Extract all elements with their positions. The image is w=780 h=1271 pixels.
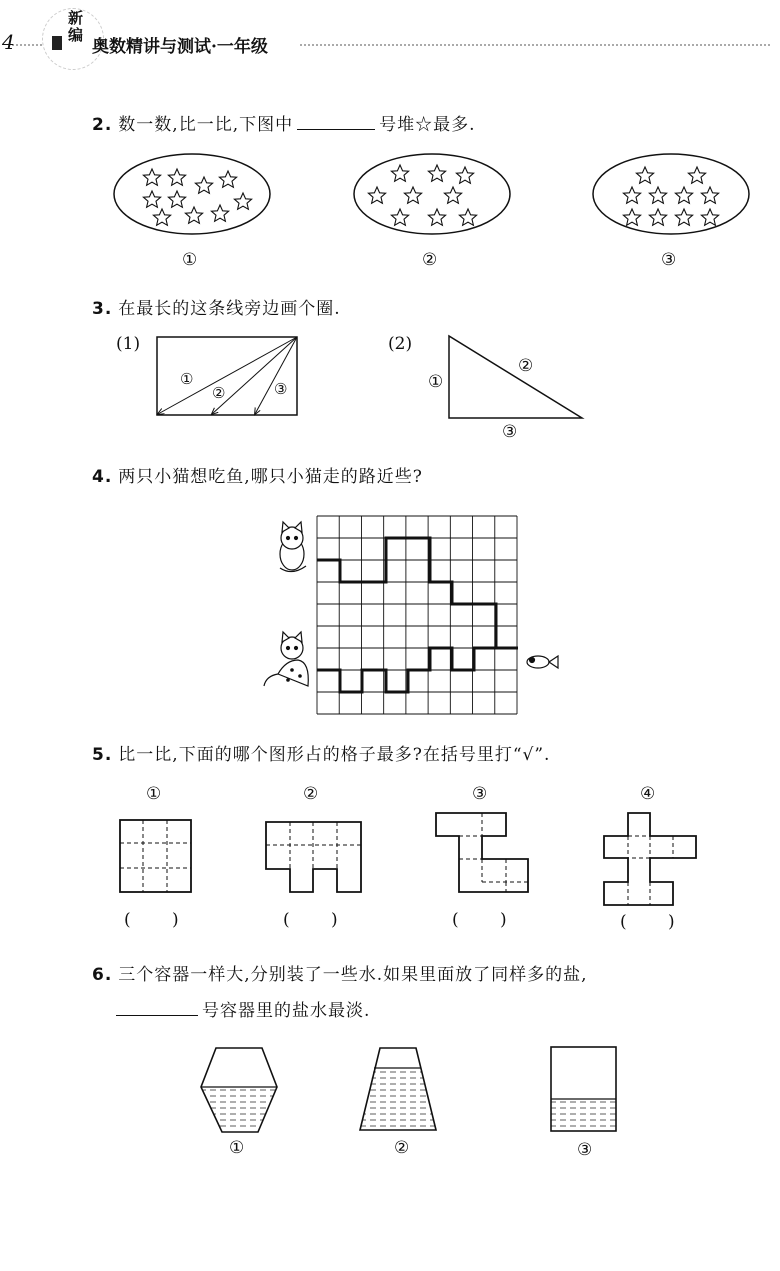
question-4 [92,462,423,487]
star-icon [153,209,170,225]
question-2 [92,110,476,135]
pile-1-label: ① [182,250,198,270]
star-icon [701,187,718,203]
fish-icon [527,656,558,668]
star-icon [688,167,705,183]
container-1-label: ① [229,1138,245,1158]
pile-2-stars [368,165,476,225]
cat-icon [280,522,306,572]
star-icon [168,169,185,185]
star-icon [185,207,202,223]
star-icon [649,187,666,203]
star-icon [675,187,692,203]
star-icon [649,209,666,225]
star-icon [143,191,160,207]
question-text: 数一数,比一比,下图中 [118,115,294,135]
question-6-line2 [112,996,370,1021]
side-1-label: ① [428,372,444,392]
container-3-label: ③ [577,1140,593,1160]
star-icon [219,171,236,187]
cat-1-path [317,538,518,648]
shape-4-label: ④ [640,784,656,804]
question-text-after: 号堆☆最多. [379,115,476,135]
containers [0,1045,780,1155]
part-2-label: (2) [388,334,413,354]
book-title: 奥数精讲与测试·一年级 [92,37,268,57]
star-icon [368,187,385,203]
answer-blank[interactable] [116,1001,198,1016]
pile-1-stars [143,169,251,225]
series-name: 新编 [68,9,84,44]
question-text-line1: 三个容器一样大,分别装了一些水.如果里面放了同样多的盐, [118,965,588,985]
star-icon [391,165,408,181]
question-number: 2. [92,115,113,135]
header-bar [52,36,62,50]
cat-grid [262,510,582,720]
question-text: 在最长的这条线旁边画个圈. [118,299,341,319]
question-text: 比一比,下面的哪个图形占的格子最多?在括号里打“√”. [118,745,551,765]
header-rule [300,44,770,46]
triangle [449,336,582,418]
star-icon [459,209,476,225]
header-rule-left [12,44,42,46]
answer-blank[interactable] [297,115,375,130]
shape-3-label: ③ [472,784,488,804]
star-icon [404,187,421,203]
star-icon [428,165,445,181]
question-number: 3. [92,299,113,319]
question-text-line2: 号容器里的盐水最淡. [202,1001,371,1021]
pile-1-ellipse [114,154,270,234]
part-1-label: (1) [116,334,141,354]
star-icon [168,191,185,207]
question-number: 5. [92,745,113,765]
star-icon [636,167,653,183]
answer-paren-3[interactable]: ( ) [452,910,525,930]
grid-shapes [0,805,780,915]
side-3-label: ③ [502,422,518,442]
line-1-label: ① [180,370,194,388]
star-icon [143,169,160,185]
star-icon [623,209,640,225]
star-icon [428,209,445,225]
question-5 [92,740,550,765]
side-2-label: ② [518,356,534,376]
star-icon [195,177,212,193]
star-icon [675,209,692,225]
star-icon [701,209,718,225]
question-number: 6. [92,965,113,985]
pile-3-ellipse [593,154,749,234]
star-icon [444,187,461,203]
shape-2-label: ② [303,784,319,804]
question-number: 4. [92,467,113,487]
grid [317,516,517,714]
answer-paren-2[interactable]: ( ) [283,910,356,930]
answer-paren-4[interactable]: ( ) [620,912,693,932]
star-icon [456,167,473,183]
line-2 [212,337,297,414]
pile-3-stars [623,167,718,225]
line-3-label: ③ [274,380,288,398]
answer-paren-1[interactable]: ( ) [124,910,197,930]
container-2-label: ② [394,1138,410,1158]
cat-icon [264,632,308,686]
pile-2-label: ② [422,250,438,270]
star-icon [391,209,408,225]
page-number: 4 [2,30,15,54]
line-2-label: ② [212,384,226,402]
star-icon [211,205,228,221]
star-icon [623,187,640,203]
question-3 [92,294,341,319]
page-header [0,0,780,80]
star-icon [234,193,251,209]
question-6 [92,960,588,985]
shape-1 [120,820,191,892]
lines-figures [0,330,780,440]
shape-1-label: ① [146,784,162,804]
pile-3-label: ③ [661,250,677,270]
question-text: 两只小猫想吃鱼,哪只小猫走的路近些? [118,467,423,487]
